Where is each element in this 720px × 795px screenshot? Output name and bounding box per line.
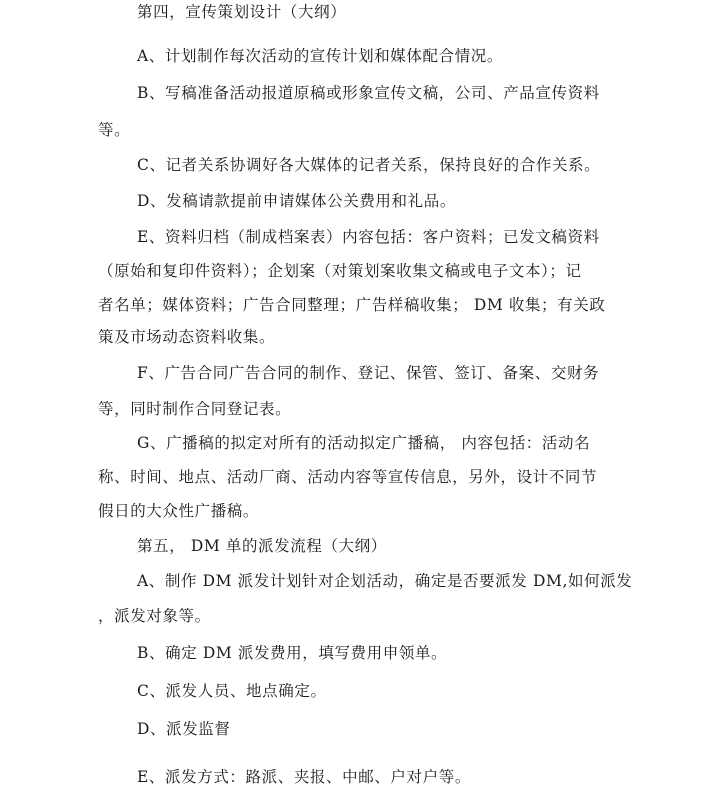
section-5-item-a-line-2: ，派发对象等。: [98, 607, 211, 625]
section-4-item-b-line-1: B、写稿准备活动报道原稿或形象宣传文稿，公司、产品宣传资料: [137, 84, 600, 102]
section-4-item-f-line-2: 等，同时制作合同登记表。: [98, 400, 292, 418]
section-4-item-e-line-3: 者名单；媒体资料；广告合同整理；广告样稿收集； DM 收集；有关政: [98, 296, 606, 314]
section-4-item-f-line-1: F、广告合同广告合同的制作、登记、保管、签订、备案、交财务: [137, 364, 600, 382]
section-4-item-g-line-1: G、广播稿的拟定对所有的活动拟定广播稿， 内容包括：活动名: [137, 434, 591, 452]
section-4-heading: 第四，宣传策划设计（大纲）: [137, 3, 347, 21]
section-5-item-d: D、派发监督: [137, 720, 231, 738]
section-4-item-e-line-2: （原始和复印件资料）；企划案（对策划案收集文稿或电子文本）；记: [98, 262, 582, 280]
section-4-item-c: C、记者关系协调好各大媒体的记者关系，保持良好的合作关系。: [137, 156, 601, 174]
section-4-item-d: D、发稿请款提前申请媒体公关费用和礼品。: [137, 192, 456, 210]
section-4-item-a: A、计划制作每次活动的宣传计划和媒体配合情况。: [137, 47, 503, 65]
section-5-item-c: C、派发人员、地点确定。: [137, 682, 327, 700]
section-5-item-b: B、确定 DM 派发费用，填写费用申领单。: [137, 644, 448, 662]
section-5-item-a-line-1: A、制作 DM 派发计划针对企划活动，确定是否要派发 DM,如何派发: [137, 572, 633, 590]
section-4-item-e-line-4: 策及市场动态资料收集。: [98, 328, 276, 346]
section-4-item-g-line-3: 假日的大众性广播稿。: [98, 502, 260, 520]
section-4-item-e-line-1: E、资料归档（制成档案表）内容包括：客户资料；已发文稿资料: [137, 228, 600, 246]
section-5-item-e: E、派发方式：路派、夹报、中邮、户对户等。: [137, 768, 471, 786]
section-5-heading: 第五， DM 单的派发流程（大纲）: [137, 537, 387, 555]
section-4-item-b-line-2: 等。: [98, 121, 131, 139]
section-4-item-g-line-2: 称、时间、地点、活动厂商、活动内容等宣传信息，另外，设计不同节: [98, 468, 598, 486]
